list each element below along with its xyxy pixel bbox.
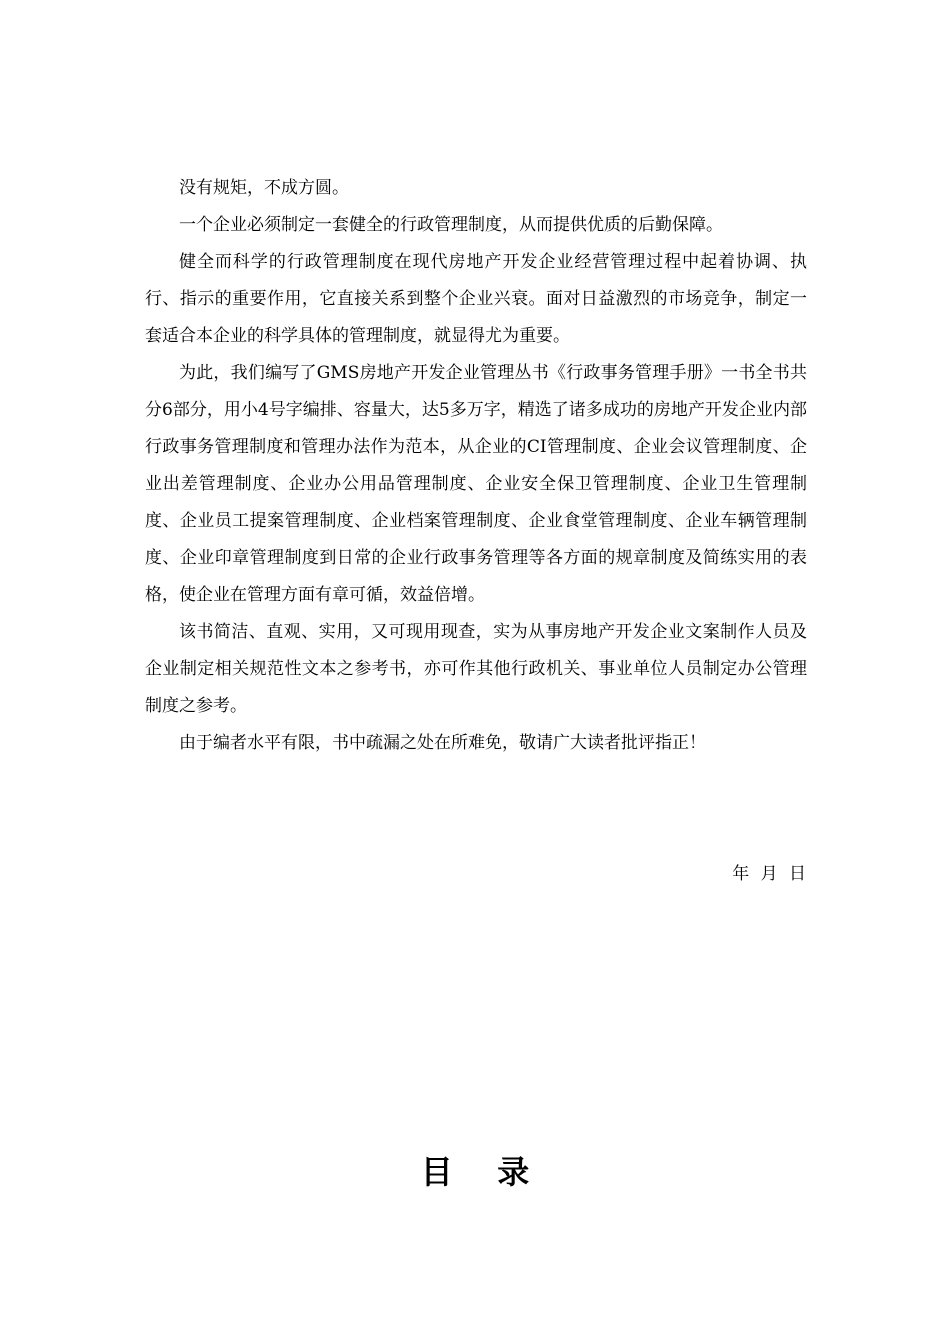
preface-paragraph-5: 该书简洁、直观、实用，又可现用现查，实为从事房地产开发企业文案制作人员及企业制定相关规范性文本之参考书，亦可作其他行政机关、事业单位人员制定办公管理制度之参考。 <box>145 622 807 716</box>
preface-paragraph-3: 健全而科学的行政管理制度在现代房地产开发企业经营管理过程中起着协调、执行、指示的重要作用，它直接关系到整个企业兴衰。面对日益激烈的市场竞争，制定一套适合本企业的科学具体的管理制度，就显得尤为重要。 <box>145 252 807 346</box>
preface-paragraph-6: 由于编者水平有限，书中疏漏之处在所难免，敬请广大读者批评指正！ <box>179 733 706 753</box>
preface-section <box>145 170 807 762</box>
preface-paragraph-2: 一个企业必须制定一套健全的行政管理制度，从而提供优质的后勤保障。 <box>179 215 723 235</box>
preface-paragraph-4: 为此，我们编写了GMS房地产开发企业管理丛书《行政事务管理手册》一书全书共分6部分，用小4号字编排、容量大，达5多万字，精选了诸多成功的房地产开发企业内部行政事务管理制度和管理办法作为范本，从企业的CI管理制度、企业会议管理制度、企业出差管理制度、企业办公用品管理制度、企业安全保卫管理制度、企业卫生管理制度、企业员工提案管理制度、企业档案管理制度、企业食堂管理制度、企业车辆管理制度、企业印章管理制度到日常的企业行政事务管理等各方面的规章制度及简练实用的表格，使企业在管理方面有章可循，效益倍增。 <box>145 363 807 605</box>
preface-paragraph-1: 没有规矩，不成方圆。 <box>179 178 349 198</box>
date-line: 年 月 日 <box>732 864 806 884</box>
table-of-contents-heading: 目 录 <box>420 1153 530 1191</box>
